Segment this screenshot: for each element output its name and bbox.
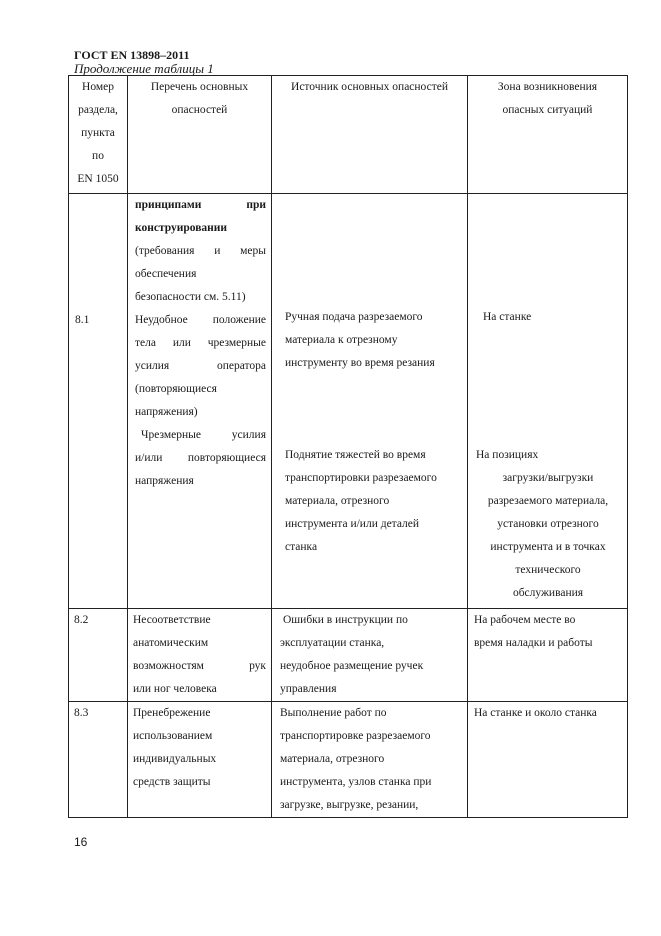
hazards-cell: Пренебрежение использованием индивидуальных средств защиты bbox=[128, 702, 272, 818]
row-8-1-source-a: Ручная подача разрезаемого материала к отрезному инструменту во время резания bbox=[285, 311, 435, 369]
source-cell: Выполнение работ по транспортировке разрезаемого материала, отрезного инструмента, узлов станка при загрузке, выгрузке, резании, bbox=[272, 702, 468, 818]
page-number: 16 bbox=[74, 835, 88, 849]
header-hazard-source: Источник основных опасностей bbox=[272, 76, 468, 194]
table-header-row bbox=[69, 76, 628, 194]
document-code: ГОСТ EN 13898–2011 bbox=[74, 48, 190, 62]
hazards-cell: Несоответствие анатомическим возможностям рук или ног человека bbox=[128, 609, 272, 702]
row-8-1-hazards-text: принципами при конструировании (требования и меры обеспечения безопасности см. 5.11) Неудобное положение тела или чрезмерные усилия оператора (повторяющиеся напряжения) Чрезмерные усилия и/или повторяющиеся напряжения bbox=[135, 199, 266, 487]
header-hazards-list: Перечень основных опасностей bbox=[128, 76, 272, 194]
table-continuation-caption: Продолжение таблицы 1 bbox=[74, 61, 214, 76]
header-section-number: Номер раздела, пункта по EN 1050 bbox=[69, 76, 128, 194]
zone-cell: На рабочем месте во время наладки и работы bbox=[468, 609, 628, 702]
section-number: 8.3 bbox=[74, 707, 89, 719]
section-number-cell bbox=[69, 194, 128, 609]
header-hazard-zone: Зона возникновения опасных ситуаций bbox=[468, 76, 628, 194]
section-number: 8.2 bbox=[74, 614, 89, 626]
row-8-1-zone-a: На станке bbox=[483, 311, 532, 323]
table-row-8-2 bbox=[69, 609, 628, 702]
section-number-cell bbox=[69, 702, 128, 818]
section-number: 8.1 bbox=[75, 314, 90, 326]
section-number-cell bbox=[69, 609, 128, 702]
table-row-8-3 bbox=[69, 702, 628, 818]
zone-cell: На станке и около станка bbox=[468, 702, 628, 818]
row-8-1-source-b: Поднятие тяжестей во время транспортировки разрезаемого материала, отрезного инструмента и/или деталей станка bbox=[285, 449, 437, 553]
row-8-1-zone-b: На позициях загрузки/выгрузки разрезаемого материала, установки отрезного инструмента и в точках технического обслуживания bbox=[476, 449, 609, 599]
source-cell: Ошибки в инструкции по эксплуатации станка, неудобное размещение ручек управления bbox=[272, 609, 468, 702]
